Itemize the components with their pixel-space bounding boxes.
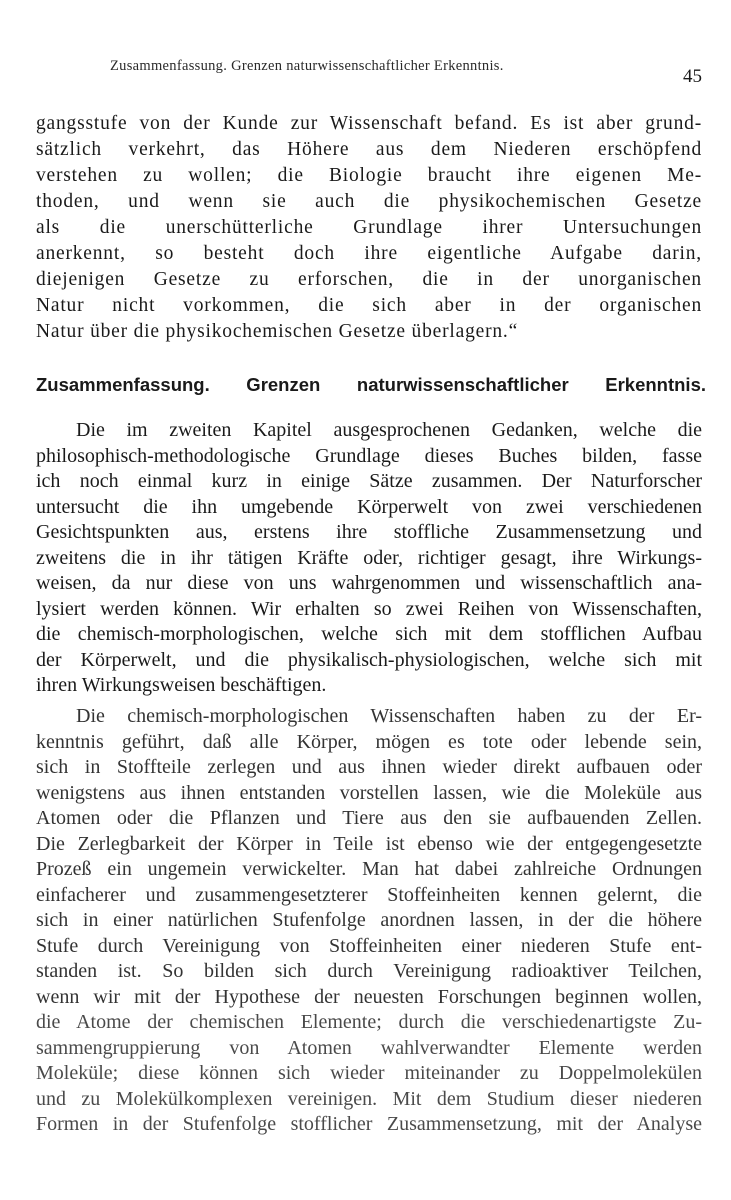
text-line: untersucht die ihn umgebende Körperwelt von zwei verschiedenen [36,495,702,518]
text-line: anerkennt, so besteht doch ihre eigentliche Aufgabe darin, [36,243,702,264]
text-line: sammengruppierung von Atomen wahlverwandter Elemente werden [36,1036,702,1059]
text-line: einfacherer und zusammengesetzterer Stoffeinheiten kennen gelernt, die [36,883,702,906]
text-line: gangsstufe von der Kunde zur Wissenschaft befand. Es ist aber grund- [36,113,702,134]
text-line: als die unerschütterliche Grundlage ihrer Untersuchungen [36,217,702,238]
text-line: Gesichtspunkten aus, erstens ihre stoffliche Zusammensetzung und [36,521,702,543]
text-line: Natur nicht vorkommen, die sich aber in der organischen [36,295,702,316]
text-line: ihren Wirkungsweisen beschäftigen. [36,674,327,696]
text-line: sich in Stoffteile zerlegen und aus ihnen wieder direkt aufbauen oder [36,756,702,778]
text-line: diejenigen Gesetze zu erforschen, die in der unorganischen [36,269,702,290]
text-line: ich noch einmal kurz in einige Sätze zusammen. Der Naturforscher [36,470,702,492]
text-line: standen ist. So bilden sich durch Vereinigung radioaktiver Teilchen, [36,960,702,982]
text-line: wenn wir mit der Hypothese der neuesten Forschungen beginnen wollen, [36,985,702,1008]
text-line: Natur über die physikochemischen Gesetze überlagern.“ [36,321,519,342]
text-line: weisen, da nur diese von uns wahrgenommen und wissenschaftlich ana- [36,572,702,594]
paragraph-1 [36,418,702,699]
paragraph-2 [36,704,702,1138]
text-line: Formen in der Stufenfolge stofflicher Zusammensetzung, mit der Analyse [36,1113,702,1135]
text-line: Die chemisch-morphologischen Wissenschaften haben zu der Er- [76,705,702,727]
text-line: sätzlich verkehrt, das Höhere aus dem Niederen erschöpfend [36,139,702,160]
text-line: der Körperwelt, und die physikalisch-physiologischen, welche sich mit [36,648,702,671]
text-line: Stufe durch Vereinigung von Stoffeinheiten einer niederen Stufe ent- [36,934,702,957]
running-header: Zusammenfassung. Grenzen naturwissenschaftlicher Erkenntnis. [110,58,504,74]
text-line: Die im zweiten Kapitel ausgesprochenen Gedanken, welche die [76,419,702,441]
text-line: Prozeß ein ungemein verwickelter. Man hat dabei zahlreiche Ordnungen [36,858,702,880]
text-line: zweitens die in ihr tätigen Kräfte oder, richtiger gesagt, ihre Wirkungs- [36,546,702,569]
text-line: Die Zerlegbarkeit der Körper in Teile ist ebenso wie der entgegengesetzte [36,832,702,855]
quote-block [36,111,702,345]
text-line: philosophisch-methodologische Grundlage dieses Buches bilden, fasse [36,444,702,467]
text-line: lysiert werden können. Wir erhalten so zwei Reihen von Wissenschaften, [36,597,702,620]
text-line: sich in einer natürlichen Stufenfolge anordnen lassen, in der die höhere [36,909,702,931]
page-number: 45 [683,66,702,87]
text-line: wenigstens aus ihnen entstanden vorstellen lassen, wie die Moleküle aus [36,781,702,804]
text-line: und zu Molekülkomplexen vereinigen. Mit dem Studium dieser niederen [36,1087,702,1110]
text-line: thoden, und wenn sie auch die physikochemischen Gesetze [36,191,702,212]
text-line: Atomen oder die Pflanzen und Tiere aus den sie aufbauenden Zellen. [36,807,702,829]
text-line: kenntnis geführt, daß alle Körper, mögen es tote oder lebende sein, [36,730,702,753]
text-line: die chemisch-morphologischen, welche sich mit dem stofflichen Aufbau [36,623,702,645]
text-line: die Atome der chemischen Elemente; durch die verschiedenartigste Zu- [36,1011,702,1033]
text-line: verstehen zu wollen; die Biologie braucht ihre eigenen Me- [36,165,702,186]
text-line: Moleküle; diese können sich wieder miteinander zu Doppelmolekülen [36,1062,702,1084]
section-heading: Zusammenfassung. Grenzen naturwissenschaftlicher Erkenntnis. [36,374,706,395]
